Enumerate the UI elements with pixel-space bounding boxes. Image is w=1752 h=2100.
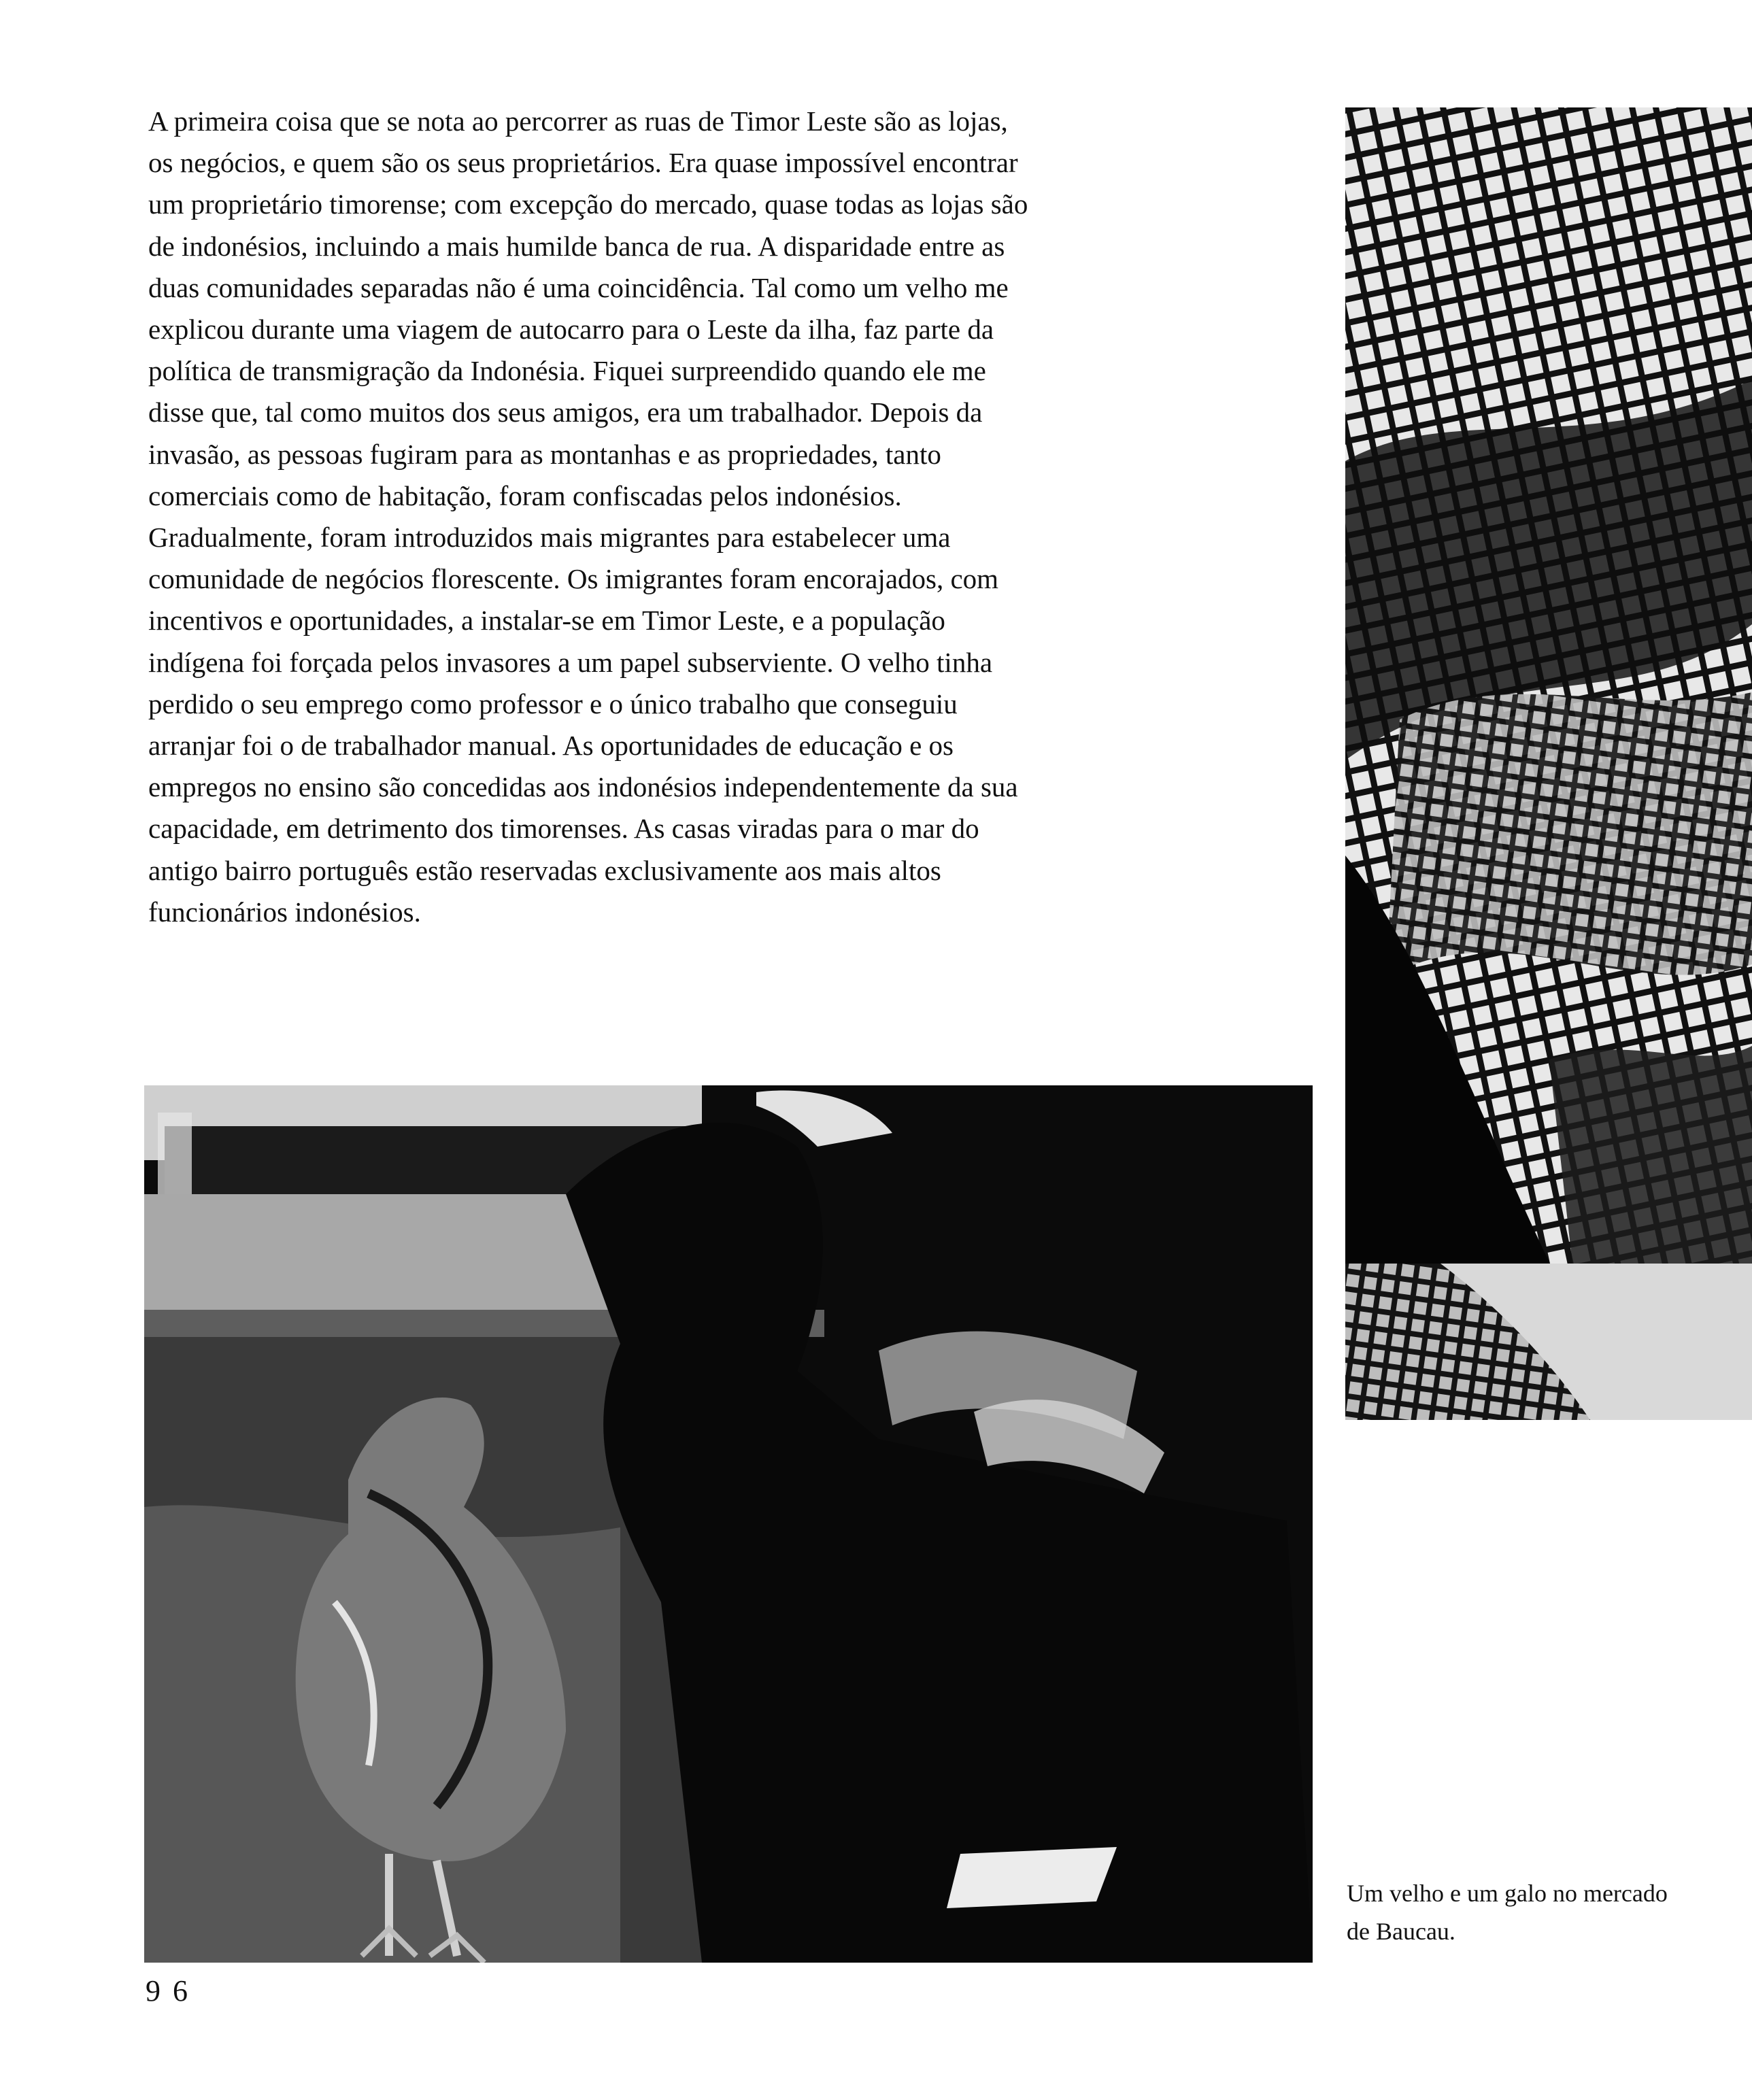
page-number: 96 (146, 1974, 200, 2008)
net-image (1345, 107, 1752, 1420)
photo-net-closeup (1345, 107, 1752, 1420)
market-image (144, 1085, 1313, 1963)
caption-line-1: Um velho e um galo no mercado (1347, 1880, 1668, 1907)
caption-line-2: de Baucau. (1347, 1918, 1455, 1945)
photo-caption (1347, 1874, 1728, 1950)
article-paragraph: A primeira coisa que se nota ao percorrer as ruas de Timor Leste são as lojas, os negócios, e quem são os seus proprietários. Era quase impossível encontrar um proprietário timorense; com excepção do mercado, quase todas as lojas são de indonésios, incluindo a mais humilde banca de rua. A disparidade entre as duas comunidades separadas não é uma coincidência. Tal como um velho me explicou durante uma viagem de autocarro para o Leste da ilha, faz parte da política de transmigração da Indonésia. Fiquei surpreendido quando ele me disse que, tal como muitos dos seus amigos, era um trabalhador. Depois da invasão, as pessoas fugiram para as montanhas e as propriedades, tanto comerciais como de habitação, foram confiscadas pelos indonésios. Gradualmente, foram introduzidos mais migrantes para estabelecer uma comunidade de negócios florescente. Os imigrantes foram encorajados, com incentivos e oportunidades, a instalar-se em Timor Leste, e a população indígena foi forçada pelos invasores a um papel subserviente. O velho tinha perdido o seu emprego como professor e o único trabalho que conseguiu arranjar foi o de trabalhador manual. As oportunidades de educação e os empregos no ensino são concedidas aos indonésios independentemente da sua capacidade, em detrimento dos timorenses. As casas viradas para o mar do antigo bairro português estão reservadas exclusivamente aos mais altos funcionários indonésios. (148, 105, 1028, 928)
photo-man-and-rooster (144, 1085, 1313, 1963)
